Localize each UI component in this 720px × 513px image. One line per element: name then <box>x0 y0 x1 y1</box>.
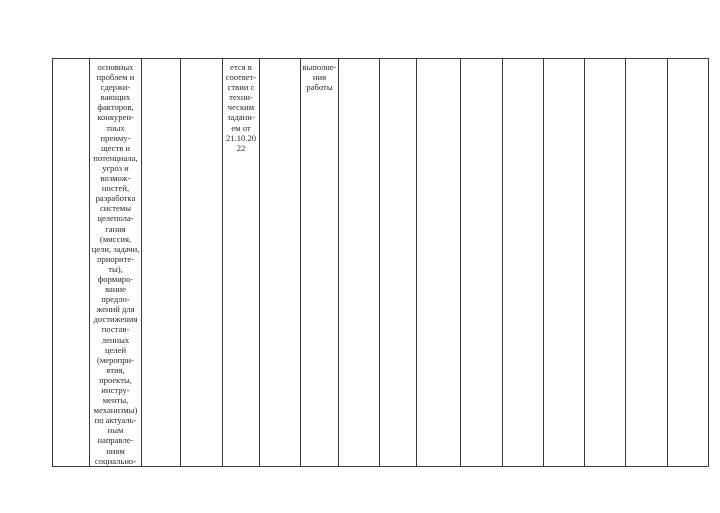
basis-text: ется в соответ- ствии с техни- ческим задани- ем от 21.10.20 22 <box>225 62 257 153</box>
table-cell <box>461 59 503 467</box>
table-cell <box>585 59 626 467</box>
description-text: основных проблем и сдержи- вающих факторов, конкурен- тных преиму- ществ и потенциала, угроз и возмож- ностей, разработка системы целепола- гания (миссия, цели, задачи, приорите- ты), формиро- вание предло- жений для достижения постав- ленных целей (меропри- ятия, проекты, инстру- менты, механизмы) по актуаль- ным направле- ниям социально- <box>91 62 140 466</box>
table-cell <box>260 59 301 467</box>
result-text: выполне- ния работы <box>302 62 337 93</box>
table-cell <box>417 59 461 467</box>
table-cell <box>339 59 380 467</box>
document-table <box>52 58 709 467</box>
table-cell <box>503 59 544 467</box>
table-cell <box>380 59 417 467</box>
table-cell <box>142 59 181 467</box>
table-cell-result <box>301 59 339 467</box>
table-cell <box>181 59 223 467</box>
table-cell <box>626 59 668 467</box>
table-cell <box>53 59 90 467</box>
table-cell-description <box>90 59 142 467</box>
table-cell <box>544 59 585 467</box>
table-cell <box>668 59 709 467</box>
table-cell-basis <box>223 59 260 467</box>
table-row <box>53 59 709 467</box>
